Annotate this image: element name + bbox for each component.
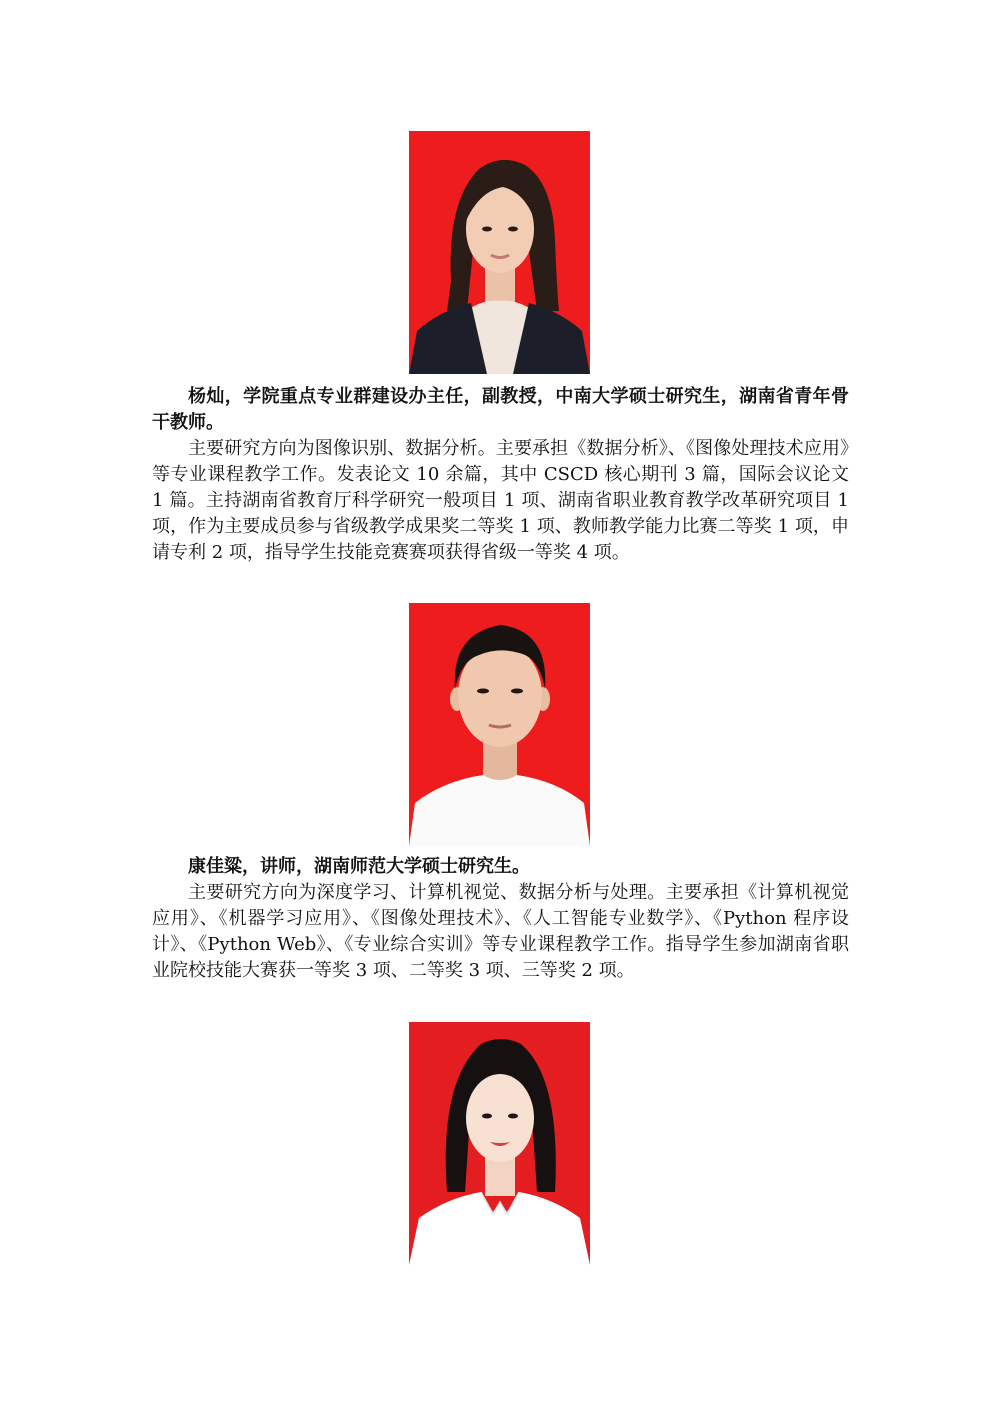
profile-title-1: 杨灿，学院重点专业群建设办主任，副教授，中南大学硕士研究生，湖南省青年骨干教师。 xyxy=(152,386,849,433)
profile-body-2: 主要研究方向为深度学习、计算机视觉、数据分析与处理。主要承担《计算机视觉应用》、《机器学习应用》、《图像处理技术》、《人工智能专业数学》、《Python 程序设计》、《Python Web》、《专业综合实训》等专业课程教学工作。指导学生参加湖南省职业院校技能大赛获一等奖 3 项、二等奖 3 项、三等奖 2 项。 xyxy=(152,882,849,981)
profile-bio-2 xyxy=(152,854,849,984)
profile-body-1: 主要研究方向为图像识别、数据分析。主要承担《数据分析》、《图像处理技术应用》等专业课程教学工作。发表论文 10 余篇，其中 CSCD 核心期刊 3 篇，国际会议论文 1 篇。主持湖南省教育厅科学研究一般项目 1 项、湖南省职业教育教学改革研究项目 1 项，作为主要成员参与省级教学成果奖二等奖 1 项、教师教学能力比赛二等奖 1 项，申请专利 2 项，指导学生技能竞赛赛项获得省级一等奖 4 项。 xyxy=(152,438,849,563)
portrait-photo-3 xyxy=(409,1022,590,1265)
portrait-photo-1 xyxy=(409,131,590,374)
profile-bio-1 xyxy=(152,384,849,566)
portrait-photo-2 xyxy=(409,603,590,846)
profile-title-2: 康佳粱，讲师，湖南师范大学硕士研究生。 xyxy=(188,856,530,877)
